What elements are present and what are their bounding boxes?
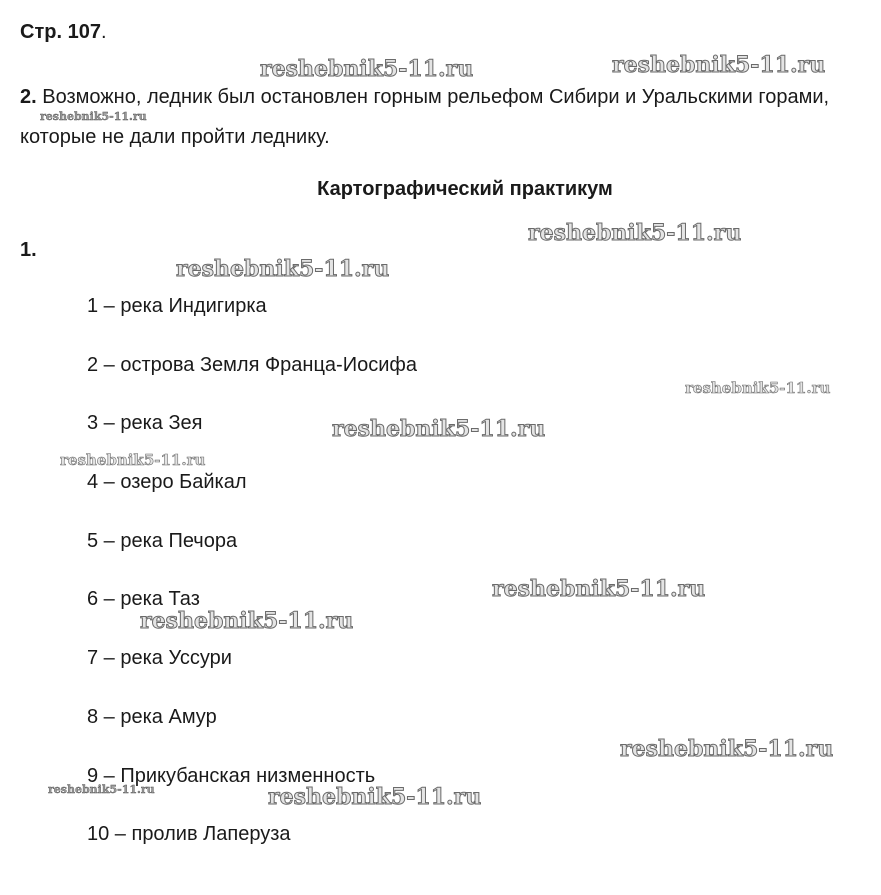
- answer-number: 2.: [20, 86, 37, 108]
- watermark: reshebnik5-11.ru: [268, 784, 482, 810]
- watermark: reshebnik5-11.ru: [260, 56, 474, 82]
- list-item: 8 – река Амур: [87, 705, 217, 728]
- watermark: reshebnik5-11.ru: [685, 379, 831, 397]
- list-item: 3 – река Зея: [87, 412, 203, 435]
- answer-text: Возможно, ледник был остановлен горным рельефом Сибири и Уральскими горами, которые не дали пройти леднику.: [20, 86, 830, 148]
- answer-list: [87, 294, 417, 881]
- list-item: 1 – река Индигирка: [87, 295, 267, 317]
- watermark: reshebnik5-11.ru: [40, 110, 147, 123]
- watermark: reshebnik5-11.ru: [492, 576, 706, 602]
- list-item: 5 – река Печора: [87, 529, 238, 552]
- page-header: [20, 20, 107, 44]
- list-item: 4 – озеро Байкал: [87, 471, 247, 494]
- watermark: reshebnik5-11.ru: [528, 220, 742, 246]
- answer-paragraph: [20, 77, 870, 157]
- task-number: 1.: [20, 239, 37, 261]
- watermark: reshebnik5-11.ru: [620, 736, 834, 762]
- watermark: reshebnik5-11.ru: [60, 451, 206, 469]
- list-item: 7 – река Уссури: [87, 647, 232, 670]
- watermark: reshebnik5-11.ru: [140, 608, 354, 634]
- watermark: reshebnik5-11.ru: [48, 783, 155, 796]
- page-label: Стр. 107: [20, 21, 101, 43]
- watermark: reshebnik5-11.ru: [332, 416, 546, 442]
- list-item: 6 – река Таз: [87, 588, 200, 611]
- page-label-dot: .: [100, 21, 107, 43]
- list-item: 2 – острова Земля Франца-Иосифа: [87, 353, 417, 376]
- watermark: reshebnik5-11.ru: [176, 256, 390, 282]
- section-title: Картографический практикум: [317, 178, 613, 200]
- watermark: reshebnik5-11.ru: [612, 52, 826, 78]
- list-item: 10 – пролив Лаперуза: [87, 823, 291, 846]
- list-item: 9 – Прикубанская низменность: [87, 764, 376, 787]
